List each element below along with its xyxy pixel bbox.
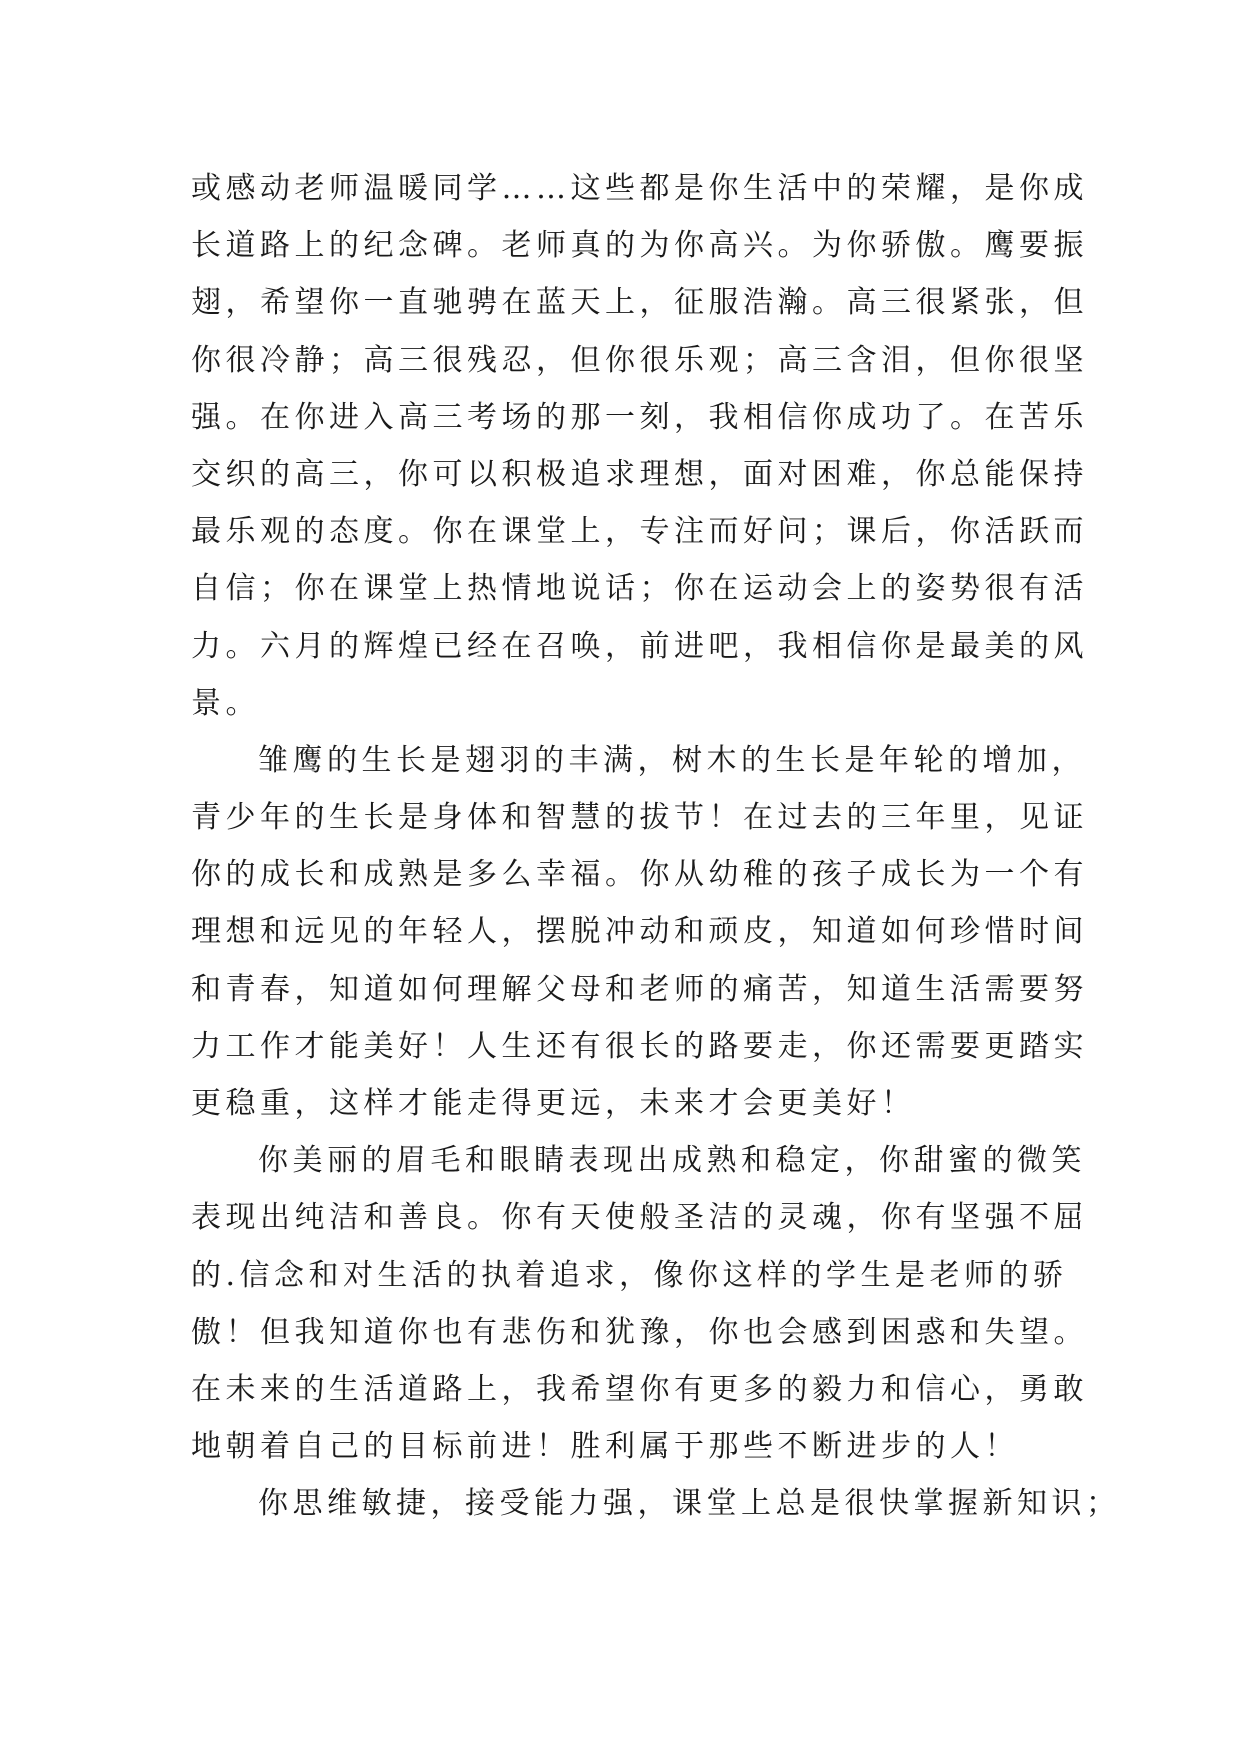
text-line: 景。 bbox=[191, 685, 260, 721]
text-line: 或感动老师温暖同学……这些都是你生活中的荣耀，是你成 bbox=[191, 171, 1088, 206]
body-text bbox=[191, 160, 1121, 1533]
text-line: 最乐观的态度。你在课堂上，专注而好问；课后，你活跃而 bbox=[191, 514, 1088, 550]
text-line: 力。六月的辉煌已经在召唤，前进吧，我相信你是最美的风 bbox=[191, 628, 1088, 664]
paragraph bbox=[191, 732, 1088, 1132]
text-line: 傲！但我知道你也有悲伤和犹豫，你也会感到困惑和失望。 bbox=[191, 1314, 1088, 1350]
text-line: 你的成长和成熟是多么幸福。你从幼稚的孩子成长为一个有 bbox=[191, 857, 1088, 893]
text-line: 表现出纯洁和善良。你有天使般圣洁的灵魂，你有坚强不屈 bbox=[191, 1200, 1088, 1236]
text-line: 雏鹰的生长是翅羽的丰满，树木的生长是年轮的增加， bbox=[258, 742, 1086, 778]
text-line: 强。在你进入高三考场的那一刻，我相信你成功了。在苦乐 bbox=[191, 399, 1088, 435]
text-line: 地朝着自己的目标前进！胜利属于那些不断进步的人！ bbox=[191, 1429, 1019, 1465]
paragraph bbox=[191, 1475, 1121, 1532]
text-line: 翅，希望你一直驰骋在蓝天上，征服浩瀚。高三很紧张，但 bbox=[191, 285, 1088, 321]
text-line: 的.信念和对生活的执着追求，像你这样的学生是老师的骄 bbox=[191, 1257, 1068, 1293]
text-line: 在未来的生活道路上，我希望你有更多的毅力和信心，勇敢 bbox=[191, 1371, 1088, 1407]
text-line: 交织的高三，你可以积极追求理想，面对困难，你总能保持 bbox=[191, 456, 1088, 492]
text-line: 青少年的生长是身体和智慧的拔节！在过去的三年里，见证 bbox=[191, 800, 1088, 836]
text-line: 你思维敏捷，接受能力强，课堂上总是很快掌握新知识； bbox=[258, 1486, 1121, 1522]
paragraph bbox=[191, 1132, 1088, 1475]
text-line: 你很冷静；高三很残忍，但你很乐观；高三含泪，但你很坚 bbox=[191, 342, 1088, 378]
paragraph bbox=[191, 160, 1088, 732]
text-line: 长道路上的纪念碑。老师真的为你高兴。为你骄傲。鹰要振 bbox=[191, 228, 1088, 264]
text-line: 你美丽的眉毛和眼睛表现出成熟和稳定，你甜蜜的微笑 bbox=[258, 1143, 1086, 1179]
text-line: 力工作才能美好！人生还有很长的路要走，你还需要更踏实 bbox=[191, 1028, 1088, 1064]
text-line: 更稳重，这样才能走得更远，未来才会更美好！ bbox=[191, 1086, 916, 1121]
text-line: 理想和远见的年轻人，摆脱冲动和顽皮，知道如何珍惜时间 bbox=[191, 914, 1088, 950]
text-line: 自信；你在课堂上热情地说话；你在运动会上的姿势很有活 bbox=[191, 571, 1088, 607]
text-line: 和青春，知道如何理解父母和老师的痛苦，知道生活需要努 bbox=[191, 971, 1088, 1007]
